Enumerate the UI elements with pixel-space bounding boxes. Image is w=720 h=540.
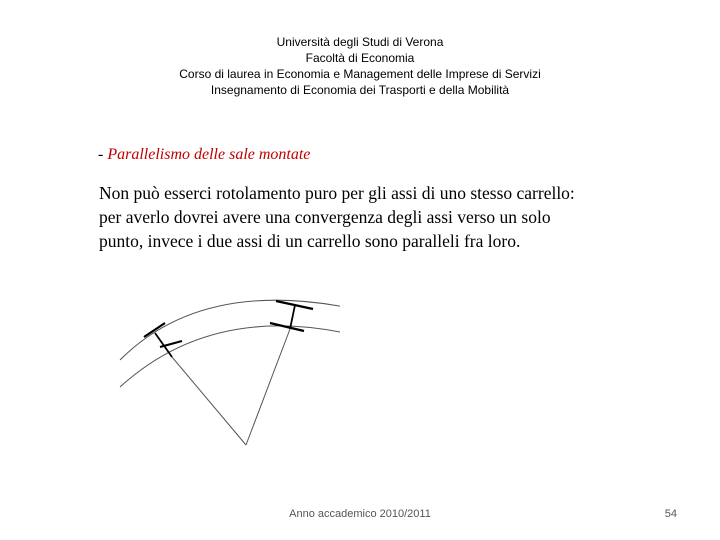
right-convergence-line: [246, 329, 290, 445]
left-convergence-line: [172, 357, 246, 445]
subtitle-dash: -: [98, 146, 108, 163]
header-course: Corso di laurea in Economia e Management delle Imprese di Servizi: [179, 67, 541, 81]
axle-parallelism-diagram: [110, 285, 340, 455]
inner-rail-curve: [120, 326, 340, 387]
header-university: Università degli Studi di Verona: [276, 35, 444, 49]
slide-header: [0, 34, 720, 98]
footer-academic-year: Anno accademico 2010/2011: [289, 508, 431, 520]
left-axle-top-wheel: [144, 323, 165, 337]
body-paragraph: [99, 181, 659, 253]
header-subject: Insegnamento di Economia dei Trasporti e della Mobilità: [210, 83, 510, 97]
section-subtitle: [98, 145, 310, 165]
page-number: 54: [664, 508, 677, 520]
body-line-3: punto, invece i due assi di un carrello sono paralleli fra loro.: [99, 231, 521, 251]
body-line-2: per averlo dovrei avere una convergenza degli assi verso un solo: [99, 207, 551, 227]
body-line-1: Non può esserci rotolamento puro per gli assi di uno stesso carrello:: [99, 183, 575, 203]
header-faculty: Facoltà di Economia: [305, 51, 415, 65]
right-axle: [290, 305, 295, 329]
subtitle-text: Parallelismo delle sale montate: [107, 146, 311, 163]
